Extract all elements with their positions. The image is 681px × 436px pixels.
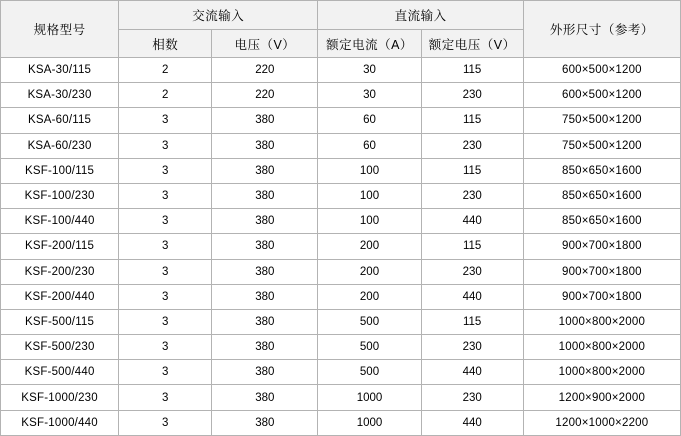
cell-dimensions: 850×650×1600 <box>523 209 680 234</box>
cell-model: KSF-500/115 <box>1 309 119 334</box>
table-header <box>1 1 681 58</box>
cell-phases: 3 <box>119 360 212 385</box>
cell-model: KSF-500/230 <box>1 335 119 360</box>
cell-dc-voltage: 440 <box>421 209 523 234</box>
cell-dimensions: 1200×1000×2200 <box>523 410 680 435</box>
cell-dimensions: 1000×800×2000 <box>523 309 680 334</box>
cell-dimensions: 1200×900×2000 <box>523 385 680 410</box>
cell-current: 1000 <box>318 385 421 410</box>
table-row <box>1 209 681 234</box>
cell-current: 100 <box>318 209 421 234</box>
table-row <box>1 309 681 334</box>
cell-dc-voltage: 440 <box>421 410 523 435</box>
cell-voltage: 380 <box>212 133 318 158</box>
cell-dc-voltage: 230 <box>421 133 523 158</box>
cell-voltage: 380 <box>212 108 318 133</box>
cell-model: KSF-1000/440 <box>1 410 119 435</box>
cell-dimensions: 900×700×1800 <box>523 259 680 284</box>
cell-dc-voltage: 440 <box>421 360 523 385</box>
table-row <box>1 133 681 158</box>
header-rated-voltage: 额定电压（V） <box>421 30 523 58</box>
cell-voltage: 380 <box>212 309 318 334</box>
table-row <box>1 108 681 133</box>
cell-dimensions: 1000×800×2000 <box>523 335 680 360</box>
cell-dc-voltage: 440 <box>421 284 523 309</box>
table-body <box>1 58 681 436</box>
cell-voltage: 380 <box>212 158 318 183</box>
cell-dc-voltage: 115 <box>421 158 523 183</box>
cell-phases: 3 <box>119 183 212 208</box>
cell-dimensions: 850×650×1600 <box>523 183 680 208</box>
header-rated-current: 额定电流（A） <box>318 30 421 58</box>
cell-dc-voltage: 115 <box>421 234 523 259</box>
cell-model: KSA-60/115 <box>1 108 119 133</box>
cell-current: 200 <box>318 284 421 309</box>
cell-phases: 2 <box>119 58 212 83</box>
cell-dc-voltage: 115 <box>421 309 523 334</box>
header-model: 规格型号 <box>1 1 119 58</box>
cell-dimensions: 600×500×1200 <box>523 83 680 108</box>
cell-phases: 3 <box>119 410 212 435</box>
cell-voltage: 380 <box>212 360 318 385</box>
cell-current: 500 <box>318 309 421 334</box>
cell-model: KSF-100/115 <box>1 158 119 183</box>
cell-current: 30 <box>318 58 421 83</box>
cell-current: 200 <box>318 259 421 284</box>
cell-model: KSF-100/230 <box>1 183 119 208</box>
cell-dc-voltage: 115 <box>421 108 523 133</box>
cell-phases: 3 <box>119 259 212 284</box>
cell-voltage: 380 <box>212 209 318 234</box>
cell-phases: 3 <box>119 385 212 410</box>
cell-phases: 3 <box>119 284 212 309</box>
cell-model: KSF-100/440 <box>1 209 119 234</box>
cell-current: 200 <box>318 234 421 259</box>
cell-current: 60 <box>318 108 421 133</box>
cell-current: 100 <box>318 158 421 183</box>
cell-dc-voltage: 230 <box>421 259 523 284</box>
table-row <box>1 158 681 183</box>
cell-dimensions: 600×500×1200 <box>523 58 680 83</box>
cell-dimensions: 900×700×1800 <box>523 284 680 309</box>
table-row <box>1 259 681 284</box>
table-row <box>1 234 681 259</box>
cell-current: 500 <box>318 335 421 360</box>
cell-dimensions: 900×700×1800 <box>523 234 680 259</box>
cell-dc-voltage: 115 <box>421 58 523 83</box>
table-row <box>1 360 681 385</box>
table-row <box>1 335 681 360</box>
cell-model: KSF-1000/230 <box>1 385 119 410</box>
header-dc-input: 直流输入 <box>318 1 523 30</box>
header-phases: 相数 <box>119 30 212 58</box>
cell-voltage: 220 <box>212 58 318 83</box>
cell-dc-voltage: 230 <box>421 335 523 360</box>
cell-voltage: 380 <box>212 234 318 259</box>
cell-voltage: 220 <box>212 83 318 108</box>
table-row <box>1 83 681 108</box>
header-voltage: 电压（V） <box>212 30 318 58</box>
cell-model: KSF-200/230 <box>1 259 119 284</box>
cell-phases: 3 <box>119 335 212 360</box>
cell-phases: 3 <box>119 108 212 133</box>
header-ac-input: 交流输入 <box>119 1 318 30</box>
cell-model: KSF-500/440 <box>1 360 119 385</box>
table-row <box>1 410 681 435</box>
cell-voltage: 380 <box>212 183 318 208</box>
cell-phases: 3 <box>119 309 212 334</box>
cell-voltage: 380 <box>212 259 318 284</box>
cell-voltage: 380 <box>212 385 318 410</box>
cell-model: KSA-30/115 <box>1 58 119 83</box>
cell-model: KSA-30/230 <box>1 83 119 108</box>
cell-phases: 3 <box>119 158 212 183</box>
cell-current: 100 <box>318 183 421 208</box>
cell-dc-voltage: 230 <box>421 183 523 208</box>
cell-voltage: 380 <box>212 284 318 309</box>
cell-voltage: 380 <box>212 335 318 360</box>
cell-phases: 3 <box>119 133 212 158</box>
cell-current: 1000 <box>318 410 421 435</box>
header-dimensions: 外形尺寸（参考） <box>523 1 680 58</box>
cell-voltage: 380 <box>212 410 318 435</box>
cell-dimensions: 750×500×1200 <box>523 133 680 158</box>
cell-model: KSA-60/230 <box>1 133 119 158</box>
cell-dimensions: 850×650×1600 <box>523 158 680 183</box>
cell-dimensions: 1000×800×2000 <box>523 360 680 385</box>
cell-current: 60 <box>318 133 421 158</box>
cell-phases: 2 <box>119 83 212 108</box>
table-row <box>1 385 681 410</box>
table-row <box>1 58 681 83</box>
cell-dc-voltage: 230 <box>421 385 523 410</box>
header-row-top <box>1 1 681 30</box>
cell-dc-voltage: 230 <box>421 83 523 108</box>
cell-phases: 3 <box>119 234 212 259</box>
cell-phases: 3 <box>119 209 212 234</box>
cell-current: 30 <box>318 83 421 108</box>
cell-current: 500 <box>318 360 421 385</box>
table-row <box>1 284 681 309</box>
cell-model: KSF-200/115 <box>1 234 119 259</box>
cell-dimensions: 750×500×1200 <box>523 108 680 133</box>
table-row <box>1 183 681 208</box>
cell-model: KSF-200/440 <box>1 284 119 309</box>
